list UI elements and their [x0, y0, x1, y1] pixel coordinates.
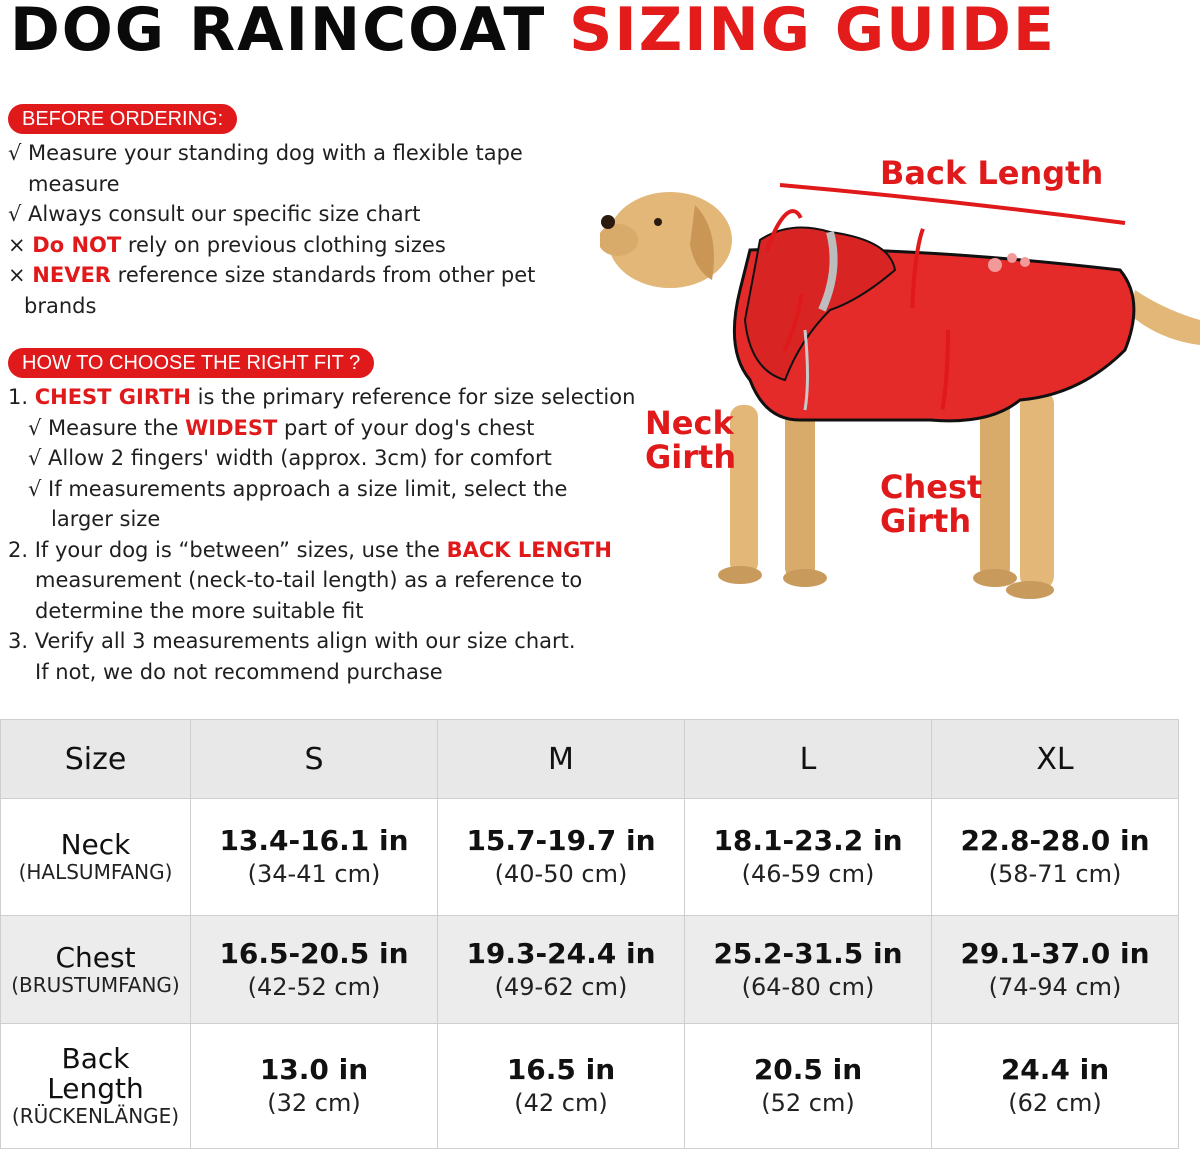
row-label: Length [47, 1072, 144, 1105]
list-item: × NEVER reference size standards from other pet [8, 263, 536, 287]
size-chart-table [0, 719, 1179, 1149]
list-item-cont: measurement (neck-to-tail length) as a reference to [35, 568, 583, 592]
chest-girth-label-1: Chest [880, 468, 983, 506]
chest-girth-label-2: Girth [880, 502, 972, 540]
row-label: Back [61, 1042, 130, 1075]
row-label-back-length [1, 1024, 191, 1149]
row-label: Chest [55, 940, 136, 974]
table-cell: 25.2-31.5 in (64-80 cm) [685, 916, 932, 1024]
row-sublabel: (HALSUMFANG) [18, 860, 173, 884]
table-cell: 13.4-16.1 in (34-41 cm) [191, 799, 438, 916]
table-row-back-length [1, 1024, 1179, 1149]
row-label: Neck [60, 828, 131, 861]
page-title [10, 0, 1056, 66]
list-item: 1. CHEST GIRTH is the primary reference for size selection [8, 385, 636, 409]
row-label-chest [1, 916, 191, 1024]
title-part-1: DOG RAINCOAT [10, 0, 547, 65]
table-row-chest [1, 916, 1179, 1024]
dog-hind-leg [1020, 390, 1054, 590]
list-item: √ Measure your standing dog with a flexible tape [8, 141, 523, 165]
paw-print-icon [988, 258, 1002, 272]
dog-in-raincoat-illustration [600, 150, 1200, 610]
list-item: 2. If your dog is “between” sizes, use the BACK LENGTH [8, 537, 612, 562]
list-item: × Do NOT rely on previous clothing sizes [8, 232, 446, 257]
neck-girth-label [645, 406, 736, 474]
list-item-cont: determine the more suitable fit [35, 598, 364, 623]
table-cell: 22.8-28.0 in (58-71 cm) [932, 799, 1179, 916]
header-cell-xl: XL [932, 720, 1179, 799]
before-ordering-pill: BEFORE ORDERING: [8, 104, 237, 134]
table-cell: 29.1-37.0 in (74-94 cm) [932, 916, 1179, 1024]
row-sublabel: (RÜCKENLÄNGE) [11, 1104, 180, 1128]
before-ordering-list [8, 138, 628, 321]
list-item-cont: brands [24, 293, 97, 318]
dog-hind-leg [980, 395, 1010, 580]
table-cell: 18.1-23.2 in (46-59 cm) [685, 799, 932, 916]
list-item: √ Always consult our specific size chart [8, 202, 421, 226]
dog-paw [783, 569, 827, 587]
list-item: √ Allow 2 fingers' width (approx. 3cm) for comfort [28, 446, 552, 470]
back-length-label: Back Length [880, 154, 1104, 192]
row-sublabel: (BRUSTUMFANG) [11, 972, 180, 997]
list-item-cont: If not, we do not recommend purchase [35, 659, 443, 684]
header-cell-m: M [438, 720, 685, 799]
list-item: √ If measurements approach a size limit, select the [28, 476, 568, 501]
table-cell: 24.4 in (62 cm) [932, 1024, 1179, 1149]
header-cell-l: L [685, 720, 932, 799]
how-to-choose-pill: HOW TO CHOOSE THE RIGHT FIT ? [8, 348, 374, 378]
table-cell: 16.5-20.5 in (42-52 cm) [191, 916, 438, 1024]
list-item-cont: measure [28, 171, 120, 196]
table-cell: 15.7-19.7 in (40-50 cm) [438, 799, 685, 916]
paw-print-icon [1020, 257, 1030, 267]
dog-paw [973, 569, 1017, 587]
neck-girth-label-1: Neck [645, 404, 734, 442]
table-cell: 13.0 in (32 cm) [191, 1024, 438, 1149]
list-item: √ Measure the WIDEST part of your dog's chest [28, 415, 535, 440]
header-cell-s: S [191, 720, 438, 799]
dog-diagram [600, 150, 1200, 610]
table-cell: 20.5 in (52 cm) [685, 1024, 932, 1149]
how-to-choose-list [8, 382, 636, 687]
row-label-neck [1, 799, 191, 916]
table-header-row [1, 720, 1179, 799]
table-cell: 16.5 in (42 cm) [438, 1024, 685, 1149]
list-item-cont: larger size [51, 507, 161, 531]
dog-tail [1130, 290, 1200, 345]
paw-print-icon [1007, 253, 1017, 263]
dog-paw [718, 566, 762, 584]
table-cell: 19.3-24.4 in (49-62 cm) [438, 916, 685, 1024]
title-part-2: SIZING GUIDE [569, 0, 1056, 65]
dog-nose [601, 215, 615, 229]
neck-girth-label-2: Girth [645, 438, 737, 476]
list-item: 3. Verify all 3 measurements align with our size chart. [8, 629, 576, 653]
header-cell-size: Size [1, 720, 191, 799]
chest-girth-label [880, 470, 982, 538]
dog-front-leg [785, 400, 815, 580]
dog-paw [1006, 581, 1054, 599]
table-row-neck [1, 799, 1179, 916]
dog-eye [654, 218, 662, 226]
